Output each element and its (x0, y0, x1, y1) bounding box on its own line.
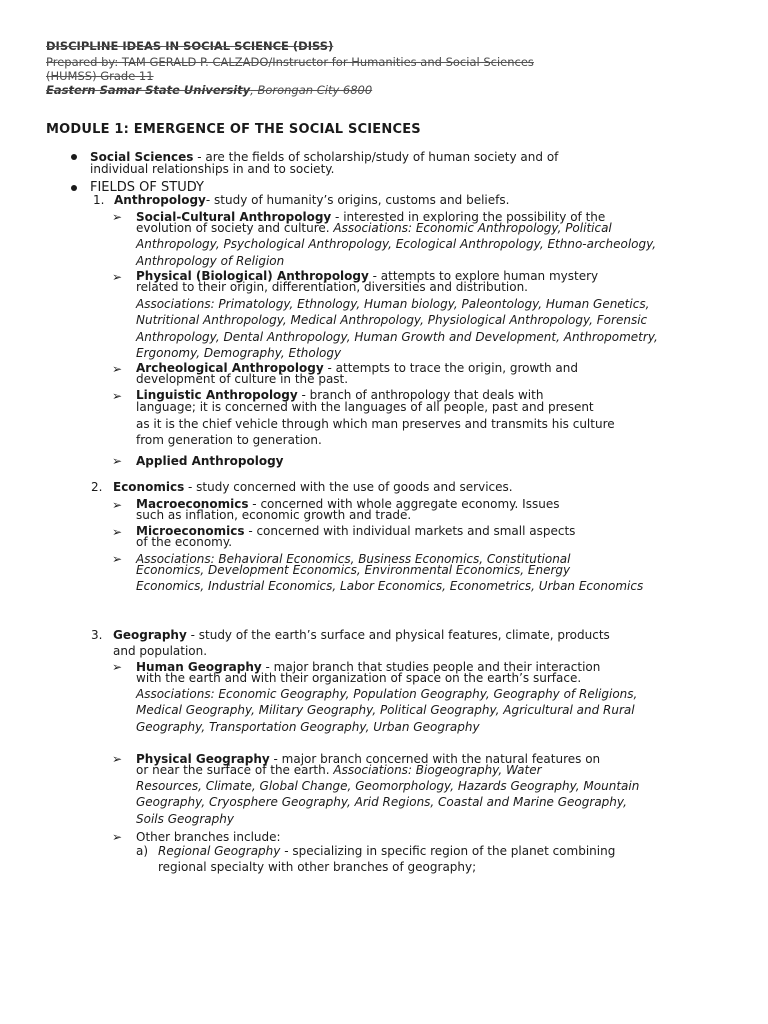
economics-def: Economics - study concerned with the use of goods and services. (113, 480, 513, 494)
regional-geography: Regional Geography - specializing in specific region of the planet combining regional specialty with other branches of geography; (158, 844, 616, 875)
human-geography: Human Geography - major branch that studies people and their interaction (136, 660, 601, 674)
social-cultural-anthropology: Social-Cultural Anthropology - interested in exploring the possibility of the (136, 210, 606, 224)
arrow-bullet-icon: ➢ (112, 270, 123, 284)
physical-geography-cont: or near the surface of the earth. Associations: Biogeography, Water (136, 763, 542, 777)
social-cultural-anthropology-cont: evolution of society and culture. Associations: Economic Anthropology, Political Anthropology, Psychological Anthropology, Ecological Anthropology, Ethno-archeology, Anthropology of Religion (136, 221, 657, 268)
university-line: Eastern Samar State University, Borongan City 6800 (46, 83, 373, 97)
anthropology-def: Anthropology- study of humanity’s origins, customs and beliefs. (114, 193, 510, 207)
bullet-dot (71, 154, 77, 160)
arrow-bullet-icon: ➢ (112, 210, 123, 224)
linguistic-anthropology-cont2: as it is the chief vehicle through which man preserves and transmits his culture from generation to generation. (136, 417, 615, 448)
arrow-bullet-icon: ➢ (112, 389, 123, 403)
bullet-dot (71, 185, 77, 191)
list-label: a) (136, 844, 149, 858)
archeological-anthropology-cont: development of culture in the past. (136, 372, 349, 386)
arrow-bullet-icon: ➢ (112, 830, 123, 844)
economics-associations-cont2: Economics, Industrial Economics, Labor Economics, Econometrics, Urban Economics (136, 579, 644, 593)
course-title: DISCIPLINE IDEAS IN SOCIAL SCIENCE (DISS) (46, 39, 334, 53)
arrow-bullet-icon: ➢ (112, 362, 123, 376)
item-number: 1. (93, 193, 105, 207)
prepared-by: Prepared by: TAM GERALD P. CALZADO/Instructor for Humanities and Social Sciences (46, 55, 534, 69)
physical-anthropology-cont: related to their origin, differentiation, diversities and distribution. (136, 280, 528, 294)
arrow-bullet-icon: ➢ (112, 498, 123, 512)
geography-def: Geography - study of the earth’s surface and physical features, climate, products and population. (113, 628, 610, 659)
microeconomics: Microeconomics - concerned with individual markets and small aspects (136, 524, 576, 538)
applied-anthropology: Applied Anthropology (136, 454, 284, 468)
fields-heading: FIELDS OF STUDY (90, 180, 204, 195)
archeological-anthropology: Archeological Anthropology - attempts to trace the origin, growth and (136, 361, 578, 375)
item-number: 3. (91, 628, 103, 642)
physical-anthropology: Physical (Biological) Anthropology - attempts to explore human mystery (136, 269, 599, 283)
arrow-bullet-icon: ➢ (112, 525, 123, 539)
physical-anthropology-associations: Associations: Primatology, Ethnology, Human biology, Paleontology, Human Genetics, Nutritional Anthropology, Medical Anthropology, Physiological Anthropology, Forensic Anthropology, Dental Anthropology, Human Growth and Development, Anthropometry, Ergonomy, Demography, Ethology (136, 297, 658, 360)
physical-geography-associations: Resources, Climate, Global Change, Geomorphology, Hazards Geography, Mountain Geography, Cryosphere Geography, Arid Regions, Coastal and Marine Geography, Soils Geography (136, 779, 640, 826)
arrow-bullet-icon: ➢ (112, 660, 123, 674)
other-branches: Other branches include: (136, 830, 281, 844)
item-number: 2. (91, 480, 103, 494)
economics-associations-cont: Economics, Development Economics, Environmental Economics, Energy (136, 563, 571, 577)
module-title: MODULE 1: EMERGENCE OF THE SOCIAL SCIENCES (46, 122, 421, 137)
macroeconomics-cont: such as inflation, economic growth and trade. (136, 508, 412, 522)
microeconomics-cont: of the economy. (136, 535, 233, 549)
social-sciences-def: Social Sciences - are the fields of scholarship/study of human society and of (90, 150, 559, 164)
economics-associations: Associations: Behavioral Economics, Business Economics, Constitutional (136, 552, 571, 566)
linguistic-anthropology-cont: language; it is concerned with the languages of all people, past and present (136, 400, 594, 414)
human-geography-associations: Associations: Economic Geography, Population Geography, Geography of Religions, Medical Geography, Military Geography, Political Geography, Agricultural and Rural Geography, Transportation Geography, Urban Geography (136, 687, 638, 734)
arrow-bullet-icon: ➢ (112, 752, 123, 766)
physical-geography: Physical Geography - major branch concerned with the natural features on (136, 752, 601, 766)
arrow-bullet-icon: ➢ (112, 454, 123, 468)
prepared-by-cont: (HUMSS) Grade 11 (46, 69, 154, 83)
macroeconomics: Macroeconomics - concerned with whole aggregate economy. Issues (136, 497, 560, 511)
arrow-bullet-icon: ➢ (112, 552, 123, 566)
social-sciences-def-cont: individual relationships in and to society. (90, 162, 335, 176)
human-geography-cont: with the earth and with their organization of space on the earth’s surface. (136, 671, 582, 685)
linguistic-anthropology: Linguistic Anthropology - branch of anthropology that deals with (136, 388, 544, 402)
